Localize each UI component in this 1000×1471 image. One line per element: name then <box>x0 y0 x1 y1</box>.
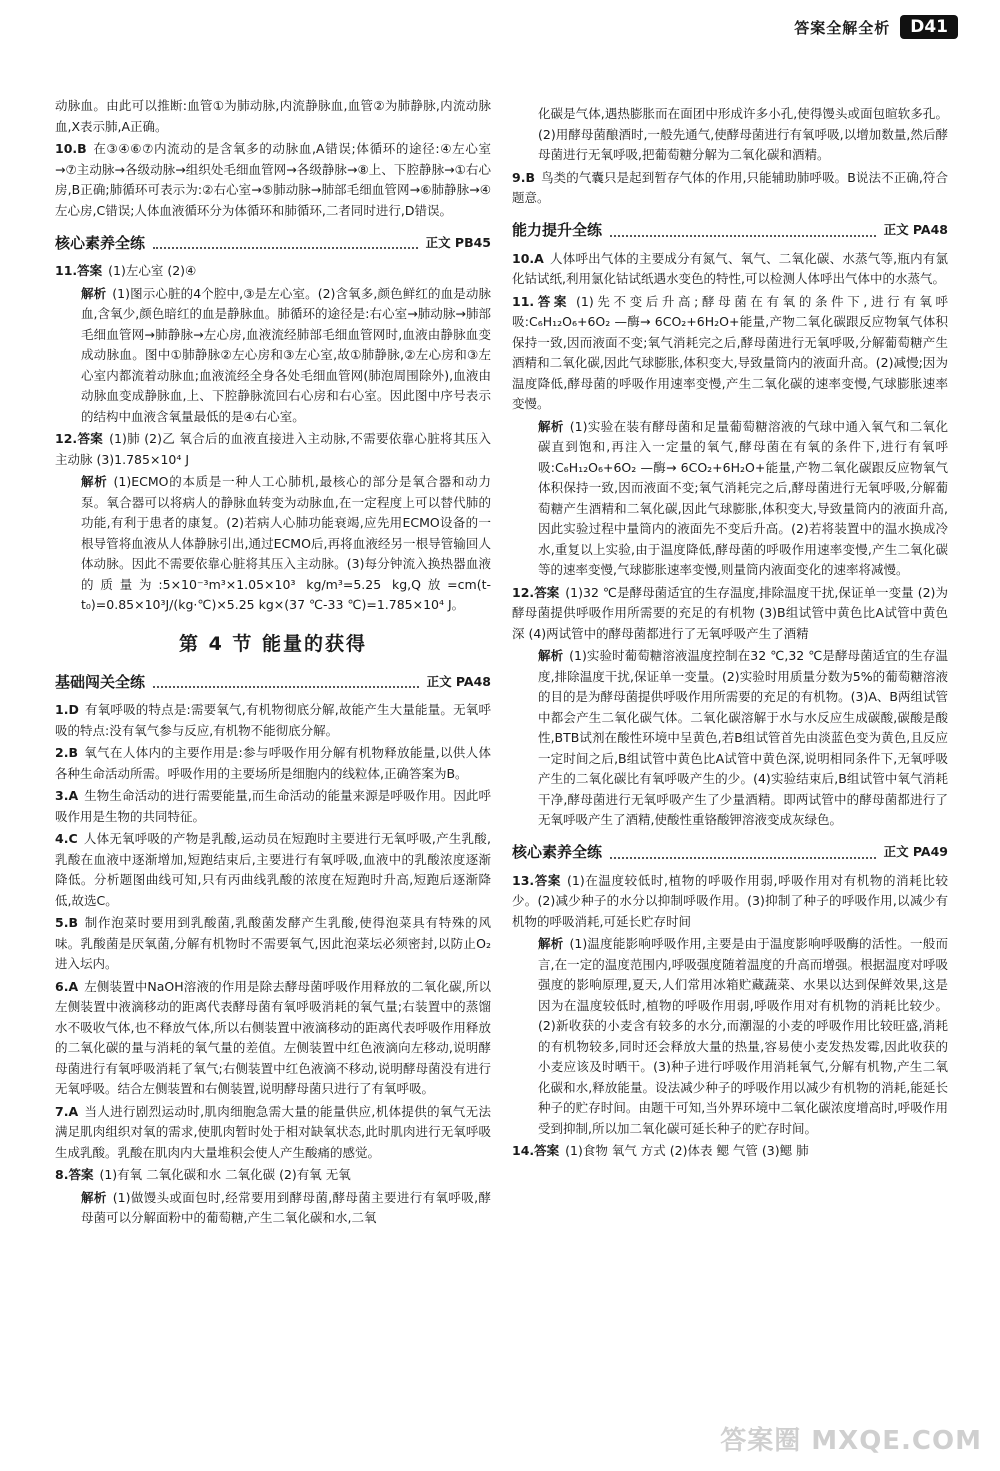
question-2 <box>55 743 491 784</box>
question-3 <box>55 786 491 827</box>
section-divider <box>153 237 418 249</box>
section-divider <box>153 676 419 688</box>
right-column <box>512 104 948 1164</box>
analysis-label: 解析 <box>81 474 108 489</box>
question-text: 制作泡菜时要用到乳酸菌,乳酸菌发酵产生乳酸,使得泡菜具有特殊的风味。乳酸菌是厌氧菌,分解有机物时不需要氧气,因此泡菜坛必须密封,以防止O₂进入坛内。 <box>55 915 491 971</box>
question-number: 2.B <box>55 745 78 760</box>
question-number: 12.答案 <box>512 584 560 600</box>
analysis-label: 解析 <box>538 418 564 434</box>
question-text: 生物生命活动的进行需要能量,而生命活动的能量来源是呼吸作用。因此呼吸作用是生物的共同特征。 <box>55 788 491 824</box>
section-ref: 正文 PB45 <box>425 234 491 250</box>
answer-text: (1)在温度较低时,植物的呼吸作用弱,呼吸作用对有机物的消耗比较少。(2)减少种子的水分以抑制呼吸作用。(3)抑制了种子的呼吸作用,以减少有机物的呼吸消耗,可延长贮存时间 <box>512 872 948 929</box>
answer-text: (1)肺 (2)乙 氧合后的血液直接进入主动脉,不需要依靠心脏将其压入主动脉 (3)1.785×10⁴ J <box>55 431 491 467</box>
question-text: 鸟类的气囊只是起到暂存气体的作用,只能辅助肺呼吸。B说法不正确,符合题意。 <box>512 169 948 205</box>
section-header <box>55 231 491 255</box>
question-10b <box>512 249 948 290</box>
analysis-11b <box>512 417 948 581</box>
question-12b <box>512 583 948 645</box>
section-title: 基础闯关全练 <box>55 672 146 691</box>
question-number: 8.答案 <box>55 1167 94 1182</box>
question-text: 有氧呼吸的特点是:需要氧气,有机物彻底分解,故能产生大量能量。无氧呼吸的特点:没有氧气参与反应,有机物不能彻底分解。 <box>55 702 491 738</box>
question-9 <box>512 168 948 209</box>
question-13 <box>512 871 948 933</box>
question-11 <box>55 261 491 282</box>
analysis-text: (1)温度能影响呼吸作用,主要是由于温度影响呼吸酶的活性。一般而言,在一定的温度范围内,呼吸强度随着温度的升高而增强。根据温度对呼吸强度的影响原理,夏天,人们常用冰箱贮藏蔬菜、水果以达到保鲜效果,这是因为在温度较低时,植物的呼吸作用弱,呼吸作用对有机物的消耗比较少。(2)新收获的小麦含有较多的水分,而潮湿的小麦的呼吸作用比较旺盛,消耗的有机物较多,同时还会释放大量的热量,容易使小麦发热发霉,因此收获的小麦应该及时晒干。(3)种子进行呼吸作用消耗氧气,分解有机物,产生二氧化碳和水,释放能量。设法减少种子的呼吸作用以减少有机物的消耗,能延长种子的贮存时间。由题干可知,当外界环境中二氧化碳浓度增高时,呼吸作用受到抑制,所以加二氧化碳可延长种子的贮存时间。 <box>538 936 948 1136</box>
question-6 <box>55 977 491 1100</box>
answer-text: (1)先不变后升高;酵母菌在有氧的条件下,进行有氧呼吸:C₆H₁₂O₆+6O₂ —酶→ 6CO₂+6H₂O+能量,产物二氧化碳跟反应物氧气体积保持一致,因而液面不变;氧气消耗完之后,酵母菌进行无氧呼吸,分解葡萄糖产生酒精和二氧化碳,因此气球膨胀,体积变大,导致量筒内的液面升高。(2)减慢;因为温度降低,酵母菌的呼吸作用速率变慢,产生二氧化碳的速率变慢,气球膨胀速率变慢。 <box>512 293 948 411</box>
analysis-13 <box>512 934 948 1139</box>
question-1 <box>55 700 491 741</box>
answer-text: (1)32 ℃是酵母菌适宜的生存温度,排除温度干扰,保证单一变量 (2)为酵母菌提供呼吸作用所需要的充足的有机物 (3)B组试管中黄色比A试管中黄色深 (4)两试管中的酵母菌都进行了无氧呼吸产生了酒精 <box>512 584 948 641</box>
question-4 <box>55 829 491 911</box>
page-code-badge: D41 <box>900 15 958 39</box>
page-header <box>794 8 958 46</box>
section-header <box>55 670 491 694</box>
answer-text: (1)左心室 (2)④ <box>108 263 197 278</box>
analysis-text: (1)实验在装有酵母菌和足量葡萄糖溶液的气球中通入氧气和二氧化碳直到饱和,再注入一定量的氧气,酵母菌在有氧的条件下,进行有氧呼吸:C₆H₁₂O₆+6O₂ —酶→ 6CO₂+6H₂O+能量,产物二氧化碳跟反应物氧气体积保持一致,因而液面不变;氧气消耗完之后,酵母菌进行无氧呼吸,分解葡萄糖产生酒精和二氧化碳,因此气球膨胀,体积变大,导致量筒内的液面升高,因此实验过程中量筒内的液面先不变后升高。(2)若将装置中的温水换成冷水,重复以上实验,由于温度降低,酵母菌的呼吸作用速率变慢,产生二氧化碳等的速率变慢,气球膨胀速率变慢,则量筒内液面变化的速率将减慢。 <box>538 418 948 577</box>
question-number: 11.答案 <box>55 263 103 278</box>
section-ref: 正文 PA48 <box>426 673 491 689</box>
header-title: 答案全解全析 <box>794 18 891 37</box>
watermark: 答案圈 MXQE.COM <box>720 1426 982 1456</box>
question-text: 人体呼出气体的主要成分有氮气、氧气、二氧化碳、水蒸气等,瓶内有氯化钴试纸,利用氯化钴试纸遇水变色的特性,可以检测人体呼出气体中的水蒸气。 <box>512 250 948 286</box>
section-divider <box>610 225 876 237</box>
section-ref: 正文 PA49 <box>883 844 948 860</box>
question-14 <box>512 1141 948 1162</box>
answer-text: (1)食物 氧气 方式 (2)体表 鳃 气管 (3)鳃 肺 <box>565 1143 809 1158</box>
section-divider <box>610 847 876 859</box>
question-number: 3.A <box>55 788 79 803</box>
question-7 <box>55 1102 491 1164</box>
analysis-text: (1)实验时葡萄糖溶液温度控制在32 ℃,32 ℃是酵母菌适宜的生存温度,排除温度干扰,保证单一变量。(2)实验时用质量分数为5%的葡萄糖溶液的目的是为酵母菌提供呼吸作用所需要的充足的有机物。(3)A、B两组试管中都会产生二氧化碳气体。二氧化碳溶解于水与水反应生成碳酸,碳酸是酸性,BTB试剂在酸性环境中呈黄色,若B组试管首先由淡蓝色变为黄色,且反应一定时间之后,B组试管中黄色比A试管中黄色深,说明相同条件下,无氧呼吸产生的二氧化碳比有氧呼吸产生的少。(4)实验结束后,B组试管中氧气消耗干净,酵母菌进行无氧呼吸产生了少量酒精。即两试管中的酵母菌都进行了无氧呼吸产生了酒精,使酸性重铬酸钾溶液变成灰绿色。 <box>538 648 948 827</box>
analysis-label: 解析 <box>538 648 564 663</box>
section-ref: 正文 PA48 <box>883 222 948 238</box>
analysis-11 <box>55 284 491 428</box>
question-text: 氧气在人体内的主要作用是:参与呼吸作用分解有机物释放能量,以供人体各种生命活动所需。呼吸作用的主要场所是细胞内的线粒体,正确答案为B。 <box>55 745 491 781</box>
question-text: 当人进行剧烈运动时,肌肉细胞急需大量的能量供应,机体提供的氧气无法满足肌肉组织对氧的需求,使肌肉暂时处于相对缺氧状态,此时肌肉进行无氧呼吸生成乳酸。乳酸在肌肉内大量堆积会使人产生酸痛的感觉。 <box>55 1103 491 1160</box>
analysis-text: (1)做馒头或面包时,经常要用到酵母菌,酵母菌主要进行有氧呼吸,酵母菌可以分解面粉中的葡萄糖,产生二氧化碳和水,二氧 <box>81 1189 491 1225</box>
question-number: 14.答案 <box>512 1143 560 1158</box>
question-number: 5.B <box>55 915 78 930</box>
section-header <box>512 219 948 243</box>
section-title: 核心素养全练 <box>512 843 603 862</box>
question-text: 在③④⑥⑦内流动的是含氧多的动脉血,A错误;体循环的途径:④左心室→⑦主动脉→各级动脉→组织处毛细血管网→各级静脉→⑧上、下腔静脉→①右心房,B正确;肺循环可表示为:②右心室→⑤肺动脉→肺部毛细血管网→⑥肺静脉→④左心房,C错误;人体血液循环分为体循环和肺循环,二者同时进行,D错误。 <box>55 141 491 218</box>
analysis-12 <box>55 472 491 616</box>
question-number: 11.答案 <box>512 293 571 309</box>
analysis-text: (1)图示心脏的4个腔中,③是左心室。(2)含氧多,颜色鲜红的血是动脉血,含氧少,颜色暗红的血是静脉血。肺循环的途径是:右心室→肺动脉→肺部毛细血管网→肺静脉→左心房,血液流经肺部毛细血管网时,血液由静脉血变成动脉血。图中①肺静脉②左心房和③左心室,故①肺静脉,②左心房和③左心室内都流着动脉血;血液流经全身各处毛细血管网(肺泡周围除外),血液由动脉血变成静脉血,上、下腔静脉流回右心房和右心室。因此图中序号表示的结构中血液含氧量最低的是④右心室。 <box>81 285 491 424</box>
question-text: 左侧装置中NaOH溶液的作用是除去酵母菌呼吸作用释放的二氧化碳,所以左侧装置中液滴移动的距离代表酵母菌有氧呼吸消耗的氧气量;右装置中的蒸馏水不吸收气体,也不释放气体,所以右侧装置中液滴移动的距离代表呼吸作用释放的二氧化碳的量与消耗的氧气量的差值。左侧装置中红色液滴向左移动,说明酵母菌进行有氧呼吸消耗了氧气;右侧装置中红色液滴不移动,说明酵母菌没有进行无氧呼吸。结合左侧装置和右侧装置,说明酵母菌只进行了有氧呼吸。 <box>55 978 491 1096</box>
intro-text: 动脉血。由此可以推断:血管①为肺动脉,内流静脉血,血管②为肺静脉,内流动脉血,X表示肺,A正确。 <box>55 98 491 134</box>
continued-text: 化碳是气体,遇热膨胀而在面团中形成许多小孔,使得馒头或面包暄软多孔。(2)用酵母菌酿酒时,一般先通气,使酵母菌进行有氧呼吸,以增加数量,然后酵母菌进行无氧呼吸,把葡萄糖分解为二氧化碳和酒精。 <box>538 106 948 162</box>
answer-text: (1)有氧 二氧化碳和水 二氧化碳 (2)有氧 无氧 <box>99 1167 351 1182</box>
analysis-label: 解析 <box>81 1189 107 1205</box>
section-header <box>512 841 948 865</box>
question-12 <box>55 429 491 470</box>
analysis-12b <box>512 646 948 831</box>
question-text: 人体无氧呼吸的产物是乳酸,运动员在短跑时主要进行无氧呼吸,产生乳酸,乳酸在血液中逐渐增加,短跑结束后,主要进行有氧呼吸,血液中的乳酸浓度逐渐降低。分析题图曲线可知,只有丙曲线乳酸的浓度在短跑时升高,短跑后逐渐降低,故选C。 <box>55 831 491 908</box>
question-number: 9.B <box>512 169 535 185</box>
question-number: 12.答案 <box>55 431 104 446</box>
question-number: 1.D <box>55 702 79 717</box>
left-column <box>55 96 491 1231</box>
analysis-label: 解析 <box>81 285 107 301</box>
question-number: 6.A <box>55 978 79 994</box>
analysis-label: 解析 <box>538 936 564 951</box>
analysis-text: (1)ECMO的本质是一种人工心肺机,最核心的部分是氧合器和动力泵。氧合器可以将病人的静脉血转变为动脉血,在一定程度上可以替代肺的功能,有利于患者的康复。(2)若病人心肺功能衰竭,应先用ECMO设备的一根导管将血液从人体静脉引出,通过ECMO后,再将血液经另一根导管输回人体动脉。因此不需要依靠心脏将其压入主动脉。(3)每分钟流入换热器血液的质量为:5×10⁻³m³×1.05×10³ kg/m³=5.25 kg,Q放=cm(t-t₀)=0.85×10³J/(kg·℃)×5.25 kg×(37 ℃-33 ℃)=1.785×10⁴ J。 <box>81 474 491 612</box>
question-8 <box>55 1165 491 1186</box>
question-number: 4.C <box>55 831 78 846</box>
section-title: 核心素养全练 <box>55 233 146 252</box>
chapter-title: 第 4 节 能量的获得 <box>178 632 368 655</box>
question-number: 10.A <box>512 250 544 266</box>
question-number: 13.答案 <box>512 872 561 888</box>
question-number: 10.B <box>55 141 87 156</box>
question-10 <box>55 139 491 221</box>
section-title: 能力提升全练 <box>512 221 603 240</box>
question-number: 7.A <box>55 1103 79 1119</box>
analysis-8 <box>55 1188 491 1229</box>
question-5 <box>55 913 491 975</box>
question-11b <box>512 292 948 415</box>
